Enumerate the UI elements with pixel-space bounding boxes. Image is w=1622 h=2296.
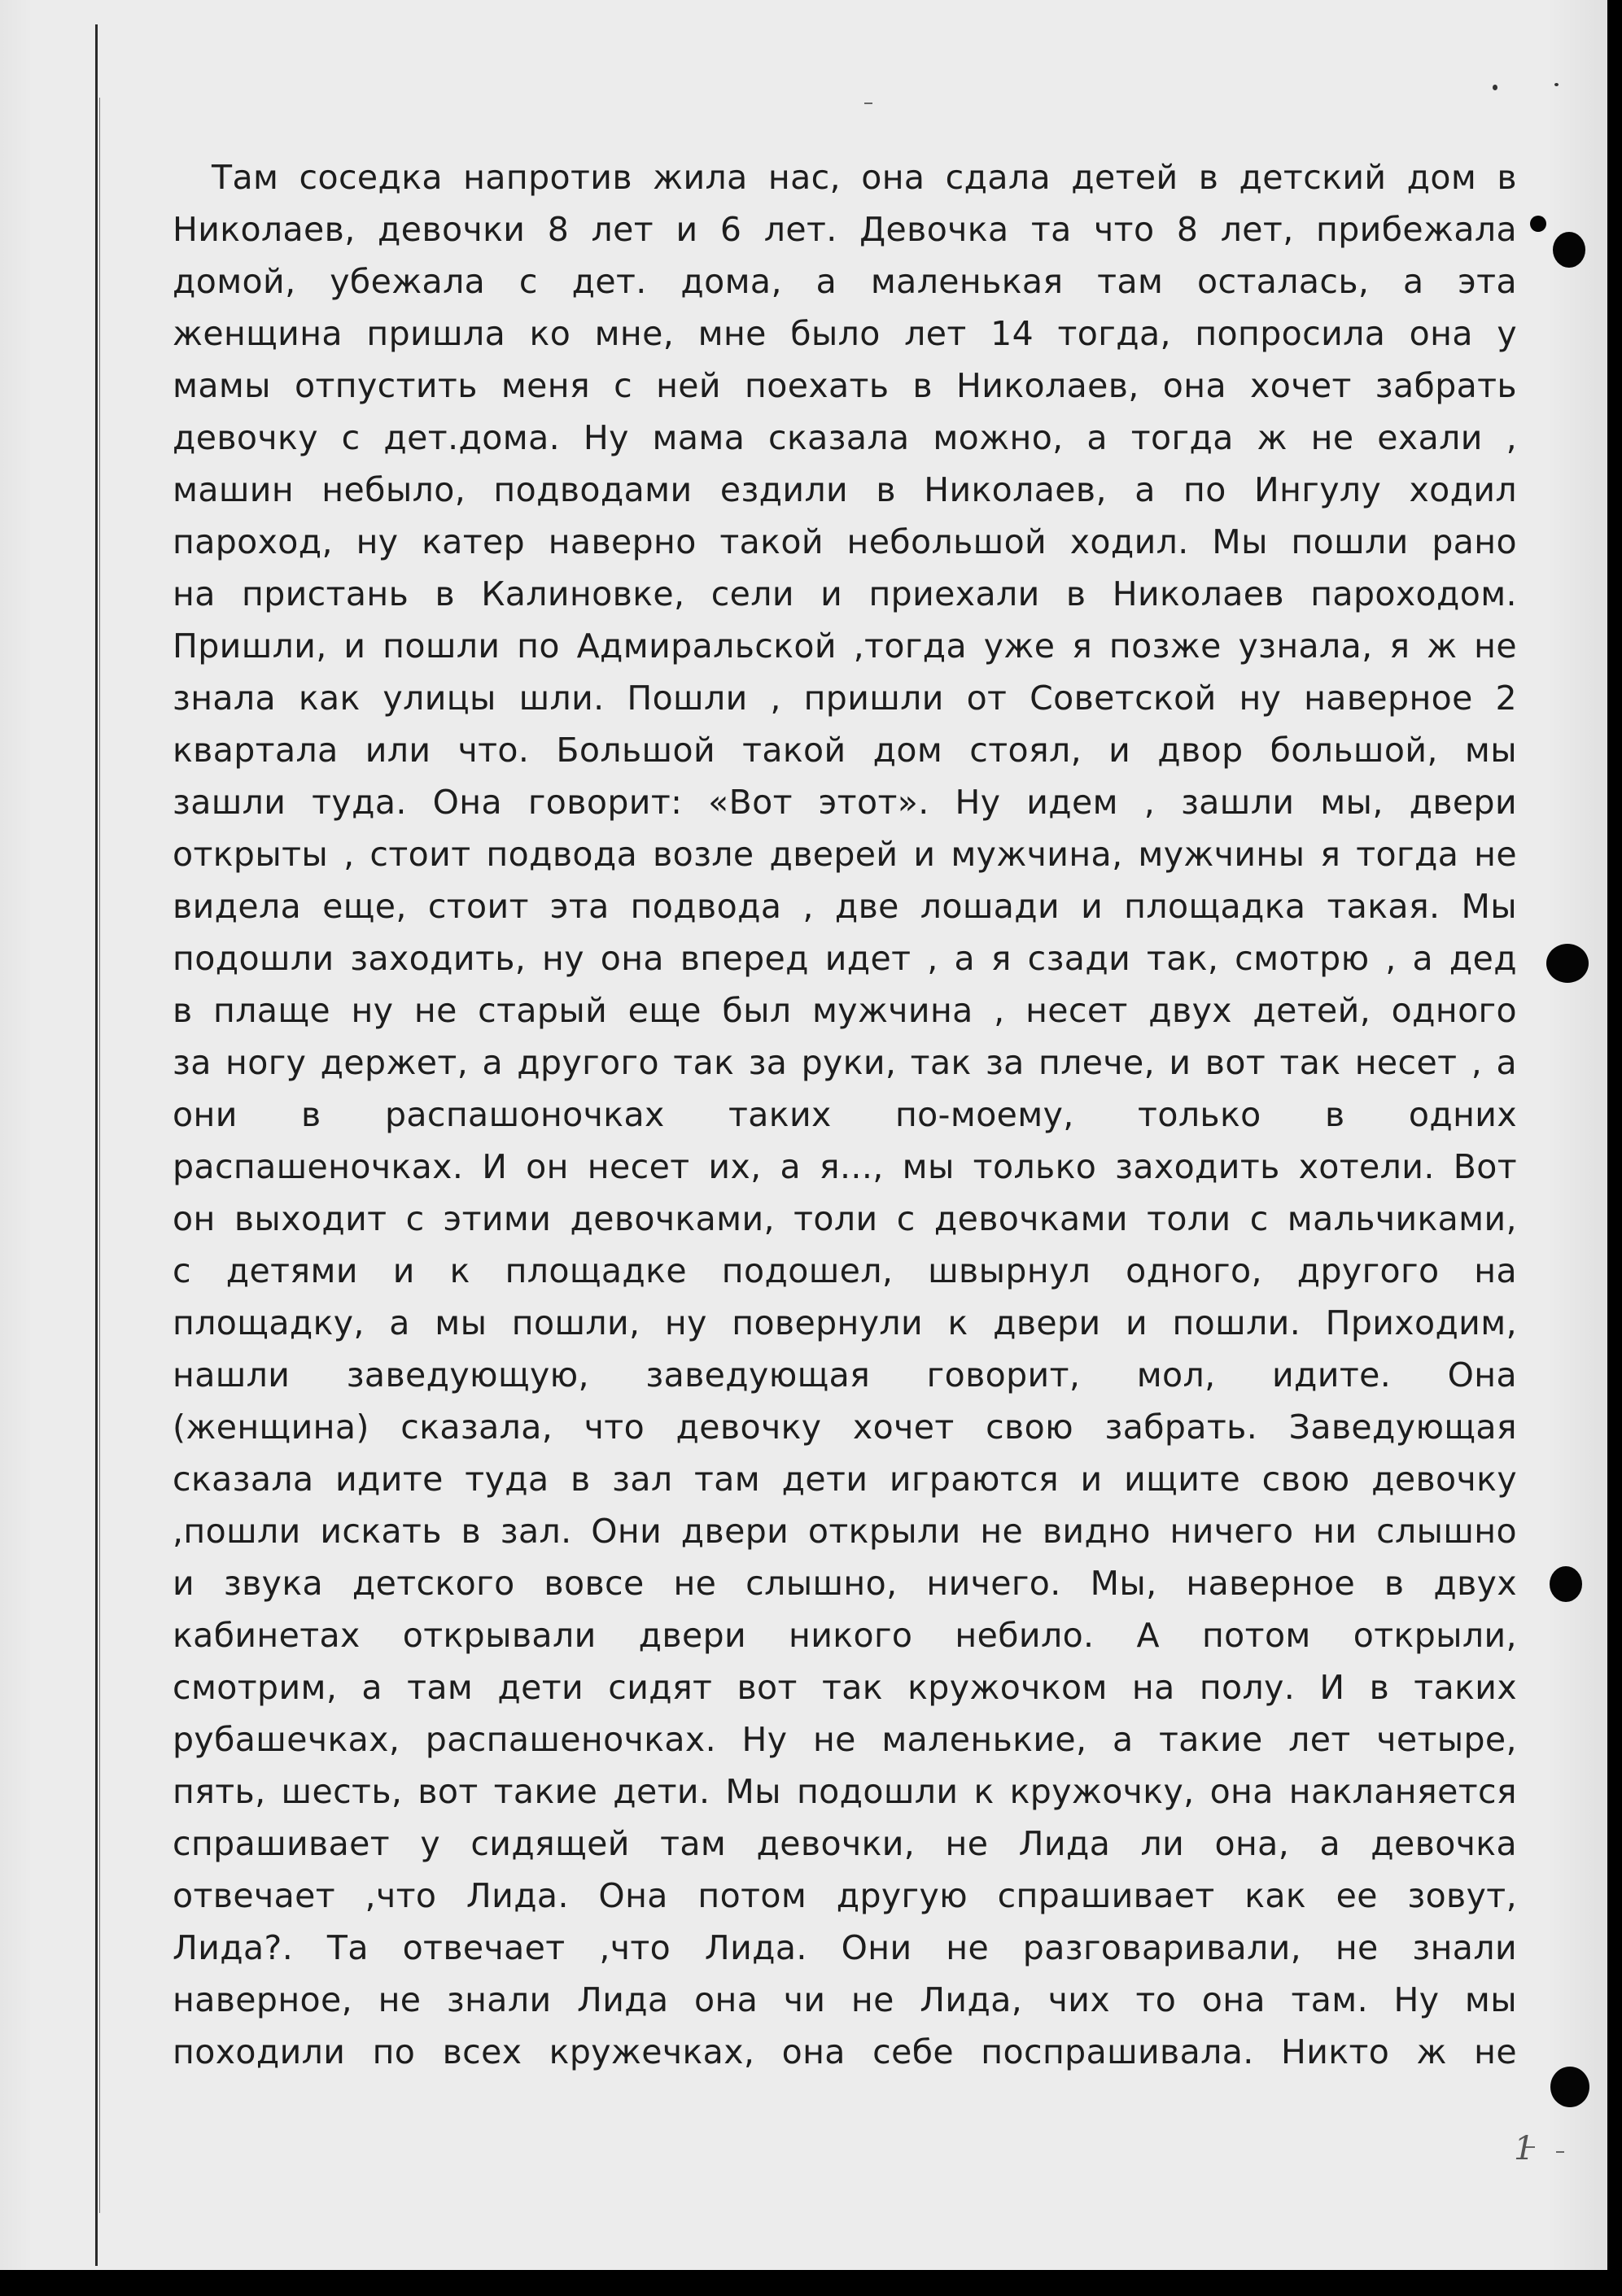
punch-hole-fragment — [1530, 216, 1546, 232]
text-line: на пристань в Калиновке, сели и приехали в Николаев пароходом. — [173, 574, 1517, 613]
text-line: пароход, ну катер наверно такой небольшой ходил. Мы пошли рано — [173, 522, 1517, 561]
punch-hole — [1553, 232, 1585, 268]
text-line: (женщина) сказала, что девочку хочет свою забрать. Заведующая — [173, 1408, 1517, 1447]
text-line: зашли туда. Она говорит: «Вот этот». Ну идем , зашли мы, двери — [173, 783, 1517, 822]
text-line: кабинетах открывали двери никого небило. А потом открыли, — [173, 1616, 1517, 1655]
text-line: домой, убежала с дет. дома, а маленькая там осталась, а эта — [173, 262, 1517, 301]
text-line: нашли заведующую, заведующая говорит, мол, идите. Она — [173, 1355, 1517, 1395]
text-line: они в распашоночках таких по-моему, только в одних — [173, 1095, 1517, 1134]
text-line: Лида?. Та отвечает ,что Лида. Они не разговаривали, не знали — [173, 1928, 1517, 1967]
page-number: 1 — [1514, 2130, 1535, 2167]
ink-speck — [1554, 83, 1559, 86]
text-line: пять, шесть, вот такие дети. Мы подошли к кружочку, она накланяется — [173, 1772, 1517, 1811]
text-line: наверное, не знали Лида она чи не Лида, чих то она там. Ну мы — [173, 1980, 1517, 2019]
text-line: ,пошли искать в зал. Они двери открыли не видно ничего ни слышно — [173, 1512, 1517, 1551]
paper-mark — [864, 103, 872, 104]
text-line: видела еще, стоит эта подвода , две лошади и площадка такая. Мы — [173, 887, 1517, 926]
document-body — [173, 151, 1517, 2078]
text-line: за ногу держет, а другого так за руки, так за плече, и вот так несет , а — [173, 1043, 1517, 1082]
text-line: машин небыло, подводами ездили в Николаев, а по Ингулу ходил — [173, 470, 1517, 509]
punch-hole — [1550, 2067, 1589, 2107]
text-line: рубашечках, распашеночках. Ну не маленькие, а такие лет четыре, — [173, 1720, 1517, 1759]
ink-speck — [1493, 85, 1497, 90]
text-line: и звука детского вовсе не слышно, ничего. Мы, наверное в двух — [173, 1564, 1517, 1603]
text-line: подошли заходить, ну она вперед идет , а я сзади так, смотрю , а дед — [173, 939, 1517, 978]
text-line: открыты , стоит подвода возле дверей и мужчина, мужчины я тогда не — [173, 835, 1517, 874]
text-line: спрашивает у сидящей там девочки, не Лида ли она, а девочка — [173, 1824, 1517, 1863]
text-line: Там соседка напротив жила нас, она сдала детей в детский дом в — [212, 158, 1517, 197]
text-line: женщина пришла ко мне, мне было лет 14 тогда, попросила она у — [173, 314, 1517, 353]
text-line: он выходит с этими девочками, толи с девочками толи с мальчиками, — [173, 1199, 1517, 1238]
text-line: Николаев, девочки 8 лет и 6 лет. Девочка та что 8 лет, прибежала — [173, 210, 1517, 249]
text-line: знала как улицы шли. Пошли , пришли от Советской ну наверное 2 — [173, 679, 1517, 718]
text-line: Пришли, и пошли по Адмиральской ,тогда уже я позже узнала, я ж не — [173, 626, 1517, 666]
punch-hole — [1546, 944, 1589, 983]
text-line: походили по всех кружечках, она себе поспрашивала. Никто ж не — [173, 2032, 1517, 2071]
punch-hole — [1550, 1566, 1582, 1602]
text-line: смотрим, а там дети сидят вот так кружочком на полу. И в таких — [173, 1668, 1517, 1707]
text-line: отвечает ,что Лида. Она потом другую спрашивает как ее зовут, — [173, 1876, 1517, 1915]
text-line: квартала или что. Большой такой дом стоял, и двор большой, мы — [173, 731, 1517, 770]
text-line: распашеночках. И он несет их, а я..., мы только заходить хотели. Вот — [173, 1147, 1517, 1186]
text-line: девочку с дет.дома. Ну мама сказала можно, а тогда ж не ехали , — [173, 418, 1517, 457]
text-line: площадку, а мы пошли, ну повернули к двери и пошли. Приходим, — [173, 1303, 1517, 1342]
left-margin-line — [95, 24, 98, 2266]
text-line: с детями и к площадке подошел, швырнул одного, другого на — [173, 1251, 1517, 1290]
text-line: в плаще ну не старый еще был мужчина , несет двух детей, одного — [173, 991, 1517, 1030]
left-margin-shadow-line — [99, 98, 100, 2213]
text-line: сказала идите туда в зал там дети играются и ищите свою девочку — [173, 1460, 1517, 1499]
text-line: мамы отпустить меня с ней поехать в Николаев, она хочет забрать — [173, 366, 1517, 405]
page-number-dash-right — [1556, 2151, 1564, 2153]
